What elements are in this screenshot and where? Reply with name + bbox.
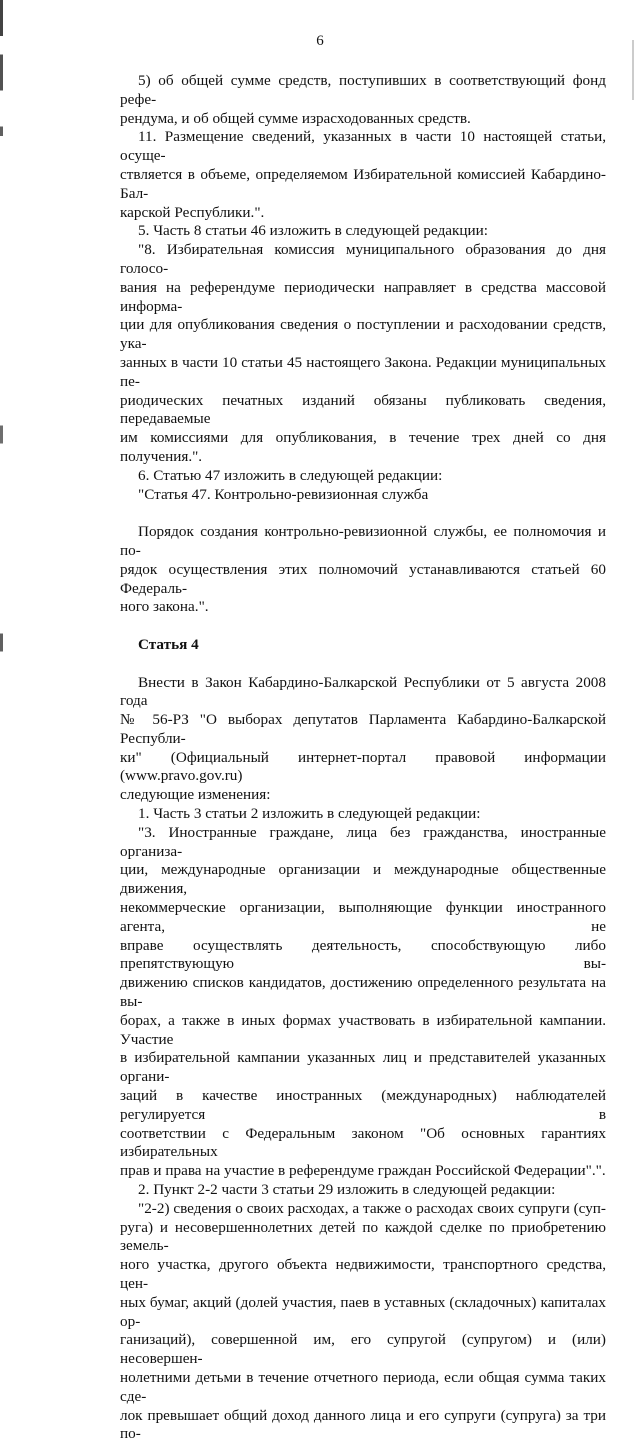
text-line: прав и права на участие в референдуме граждан Российской Федерации".".: [120, 1162, 606, 1180]
text-line: ствляется в объеме, определяемом Избирательной комиссией Кабардино-Бал-: [120, 165, 606, 202]
text-line: ных бумаг, акций (долей участия, паев в уставных (складочных) капиталах ор-: [120, 1293, 606, 1330]
text-line: занных в части 10 статьи 45 настоящего Закона. Редакции муниципальных пе-: [120, 353, 606, 390]
text-line: 11. Размещение сведений, указанных в части 10 настоящей статьи, осуще-: [120, 128, 606, 165]
text-line: соответствии с Федеральным законом "Об основных гарантиях избирательных: [120, 1124, 606, 1161]
text-line: карской Республики.".: [120, 203, 265, 221]
text-line: лок превышает общий доход данного лица и его супруги (супруга) за три по-: [120, 1406, 606, 1443]
text-line: рендума, и об общей сумме израсходованных средств.: [120, 109, 471, 127]
text-line: движению списков кандидатов, достижению определенного результата на вы-: [120, 974, 606, 1011]
text-line: 5. Часть 8 статьи 46 изложить в следующей редакции:: [138, 222, 489, 240]
text-line: ного закона.".: [120, 598, 209, 616]
text-line: борах, а также в иных формах участвовать в избирательной кампании. Участие: [120, 1011, 606, 1048]
text-line: Порядок создания контрольно-ревизионной службы, ее полномочия и по-: [120, 523, 606, 559]
text-line: ки" (Официальный интернет-портал правовой информации (www.pravo.gov.ru): [120, 748, 606, 785]
text-line: № 56-РЗ "О выборах депутатов Парламента Кабардино-Балкарской Республи-: [120, 711, 606, 747]
section-heading: Статья 4: [138, 635, 199, 653]
text-line: им комиссиями для опубликования, в течение трех дней со дня получения.".: [120, 429, 606, 465]
text-line: нолетними детьми в течение отчетного периода, если общая сумма таких сде-: [120, 1368, 606, 1405]
text-line: "3. Иностранные граждане, лица без гражданства, иностранные организа-: [120, 823, 606, 860]
text-line: вправе осуществлять деятельность, способствующую либо препятствующую вы-: [120, 936, 606, 973]
scan-edge-artifact: [0, 0, 3, 905]
text-line: ганизаций), совершенной им, его супругой (супругом) и (или) несовершен-: [120, 1331, 606, 1368]
text-line: ного участка, другого объекта недвижимости, транспортного средства, цен-: [120, 1256, 606, 1292]
blank-line: [120, 617, 606, 636]
text-line: "2-2) сведения о своих расходах, а также о расходах своих супруги (суп-: [138, 1199, 606, 1217]
text-line: заций в качестве иностранных (международных) наблюдателей регулируется в: [120, 1087, 606, 1123]
blank-line: [120, 655, 606, 674]
text-line: следующие изменения:: [120, 786, 271, 804]
text-line: руга) и несовершеннолетних детей по каждой сделке по приобретению земель-: [120, 1218, 606, 1255]
text-line: ции для опубликования сведения о поступлении и расходовании средств, ука-: [120, 316, 606, 353]
text-line: 1. Часть 3 статьи 2 изложить в следующей редакции:: [138, 805, 481, 823]
text-line: 2. Пункт 2-2 части 3 статьи 29 изложить в следующей редакции:: [138, 1181, 556, 1199]
text-line: 6. Статью 47 изложить в следующей редакции:: [138, 466, 443, 484]
page-number: 6: [316, 33, 324, 49]
text-line: 5) об общей сумме средств, поступивших в соответствующий фонд рефе-: [120, 72, 606, 108]
blank-line: [120, 504, 606, 523]
text-line: рядок осуществления этих полномочий устанавливаются статьей 60 Федераль-: [120, 560, 606, 597]
text-line: "Статья 47. Контрольно-ревизионная служба: [138, 485, 429, 503]
text-line: ции, международные организации и международные общественные движения,: [120, 861, 606, 898]
text-line: риодических печатных изданий обязаны публиковать сведения, передаваемые: [120, 391, 606, 428]
text-line: "8. Избирательная комиссия муниципального образования до дня голосо-: [120, 241, 606, 277]
text-line: вания на референдуме периодически направляет в средства массовой информа-: [120, 278, 606, 315]
text-line: в избирательной кампании указанных лиц и представителей указанных органи-: [120, 1049, 606, 1086]
document-body: [120, 72, 606, 1444]
text-line: Внести в Закон Кабардино-Балкарской Республики от 5 августа 2008 года: [120, 673, 606, 710]
text-line: некоммерческие организации, выполняющие функции иностранного агента, не: [120, 899, 606, 935]
